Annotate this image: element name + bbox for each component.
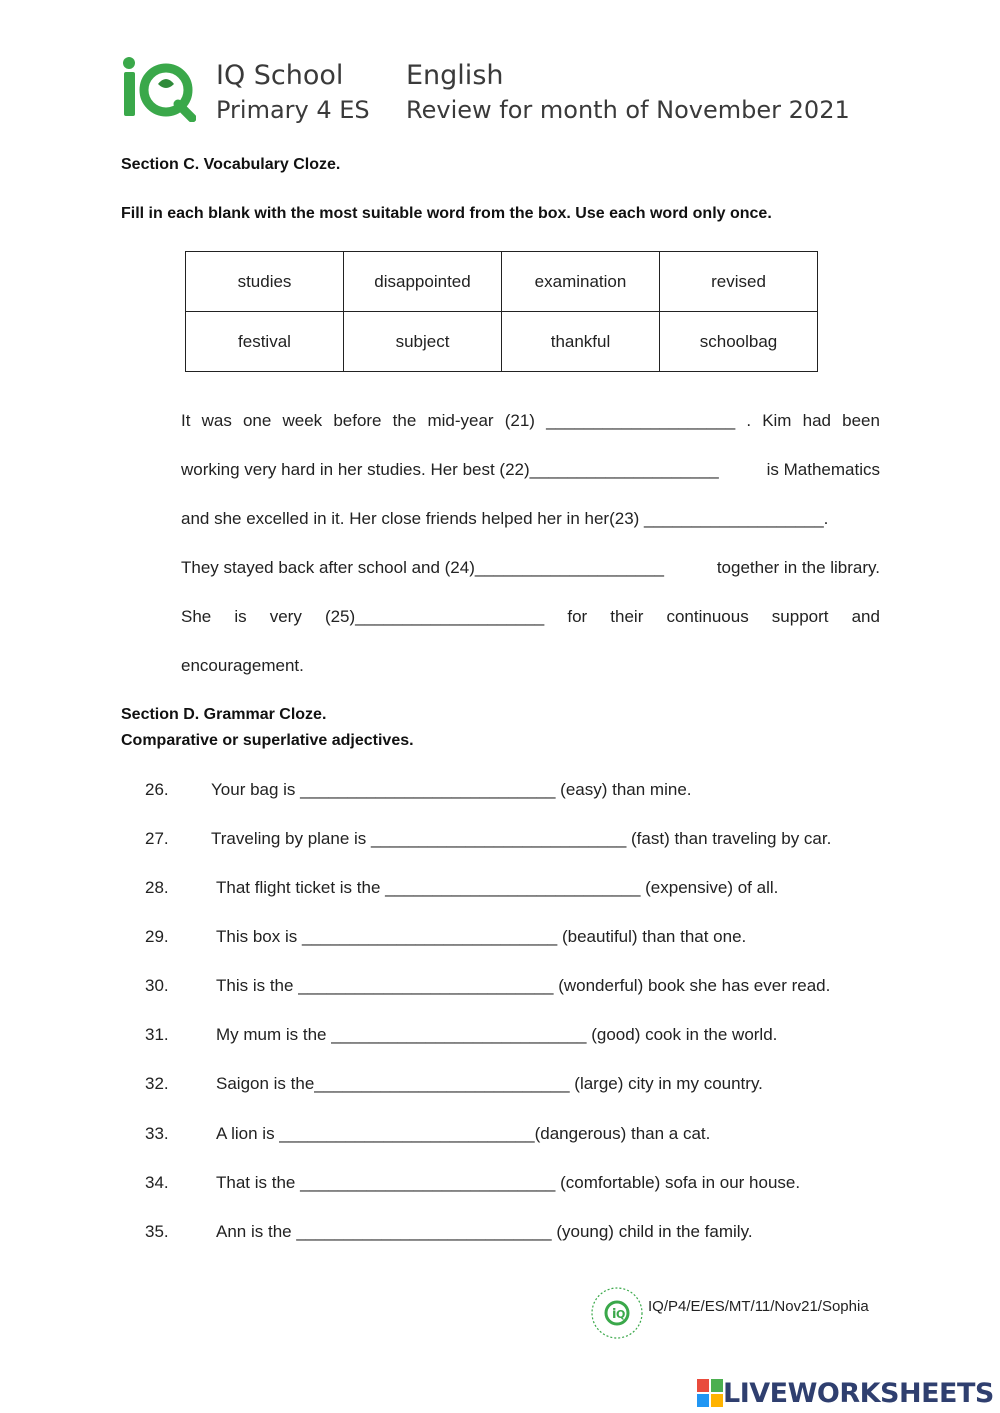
question-number: 33. xyxy=(145,1124,169,1143)
word-box-cell: disappointed xyxy=(344,252,502,312)
cloze-word: Kim xyxy=(762,411,792,430)
cloze-word: one xyxy=(242,411,272,430)
cloze-word: and xyxy=(851,607,880,626)
word-box-cell: schoolbag xyxy=(660,312,818,372)
question-number: 29. xyxy=(145,927,169,946)
cloze-word: had xyxy=(802,411,831,430)
cloze-word: very xyxy=(269,607,302,626)
blank-24[interactable]: They stayed back after school and (24)____________________ xyxy=(181,558,664,577)
cloze-word: week xyxy=(282,411,323,430)
question-number: 30. xyxy=(145,976,169,995)
cloze-word: their xyxy=(610,607,644,626)
approval-stamp-icon xyxy=(590,1286,644,1340)
cloze-word: continuous xyxy=(666,607,749,626)
word-box-cell: revised xyxy=(660,252,818,312)
section-c-instruction: Fill in each blank with the most suitable word from the box. Use each word only once. xyxy=(121,205,772,222)
cloze-word: together in the library. xyxy=(716,558,880,577)
cloze-line-4 xyxy=(181,558,880,578)
cloze-line-6 xyxy=(181,656,880,676)
question-text[interactable]: Ann is the ___________________________ (young) child in the family. xyxy=(216,1222,753,1241)
question-number: 28. xyxy=(145,878,169,897)
word-box-cell: thankful xyxy=(502,312,660,372)
question-text[interactable]: This box is ___________________________ (beautiful) than that one. xyxy=(216,927,747,946)
section-d-title: Section D. Grammar Cloze. xyxy=(121,706,327,723)
word-box-cell: examination xyxy=(502,252,660,312)
word-box-row xyxy=(186,312,818,372)
question-text[interactable]: Saigon is the___________________________ (large) city in my country. xyxy=(216,1074,763,1093)
liveworksheets-wordmark: LIVEWORKSHEETS xyxy=(723,1377,994,1409)
blank-21[interactable]: ____________________ xyxy=(546,411,736,430)
iq-school-logo xyxy=(118,56,196,122)
svg-text:Q: Q xyxy=(616,1308,626,1321)
section-d-subtitle: Comparative or superlative adjectives. xyxy=(121,732,414,749)
word-box-cell: subject xyxy=(344,312,502,372)
cloze-word: (21) xyxy=(504,411,535,430)
question-text[interactable]: My mum is the ___________________________ (good) cook in the world. xyxy=(216,1025,778,1044)
blank-25[interactable]: (25)____________________ xyxy=(324,607,545,626)
cloze-word: is xyxy=(234,607,247,626)
question-text[interactable]: This is the ___________________________ (wonderful) book she has ever read. xyxy=(216,976,831,995)
question-text[interactable]: Traveling by plane is ___________________________ (fast) than traveling by car. xyxy=(211,829,832,848)
liveworksheets-badge-icon xyxy=(697,1379,723,1407)
blank-22[interactable]: working very hard in her studies. Her best (22)____________________ xyxy=(181,460,719,479)
question-text[interactable]: Your bag is ___________________________ (easy) than mine. xyxy=(211,780,692,799)
cloze-word: mid-year xyxy=(427,411,494,430)
cloze-word: It xyxy=(181,411,191,430)
cloze-word: was xyxy=(201,411,232,430)
question-text[interactable]: That is the ___________________________ (comfortable) sofa in our house. xyxy=(216,1173,801,1192)
grade-level: Primary 4 ES xyxy=(216,96,370,124)
cloze-line-1 xyxy=(181,411,880,431)
cloze-line-5 xyxy=(181,607,880,627)
question-number: 32. xyxy=(145,1074,169,1093)
question-number: 34. xyxy=(145,1173,169,1192)
word-box xyxy=(185,251,818,372)
cloze-word: the xyxy=(392,411,417,430)
word-box-row xyxy=(186,252,818,312)
section-c-title: Section C. Vocabulary Cloze. xyxy=(121,156,341,173)
word-box-cell: studies xyxy=(186,252,344,312)
word-box-cell: festival xyxy=(186,312,344,372)
question-number: 27. xyxy=(145,829,169,848)
blank-23[interactable]: and she excelled in it. Her close friends helped her in her(23) ___________________. xyxy=(181,509,829,528)
question-text[interactable]: That flight ticket is the ___________________________ (expensive) of all. xyxy=(216,878,779,897)
cloze-word: support xyxy=(771,607,829,626)
liveworksheets-logo xyxy=(697,1378,994,1408)
cloze-word: been xyxy=(842,411,880,430)
cloze-word: encouragement. xyxy=(181,656,304,675)
question-number: 31. xyxy=(145,1025,169,1044)
question-number: 26. xyxy=(145,780,169,799)
review-title: Review for month of November 2021 xyxy=(406,96,850,124)
question-number: 35. xyxy=(145,1222,169,1241)
cloze-word: She xyxy=(181,607,212,626)
cloze-line-3 xyxy=(181,509,880,529)
svg-text:i: i xyxy=(612,1307,617,1322)
document-code: IQ/P4/E/ES/MT/11/Nov21/Sophia xyxy=(648,1298,869,1315)
subject-name: English xyxy=(406,60,504,91)
school-name: IQ School xyxy=(216,60,344,91)
cloze-word: is Mathematics xyxy=(766,460,880,479)
cloze-line-2 xyxy=(181,460,880,480)
cloze-word: before xyxy=(333,411,382,430)
cloze-word: for xyxy=(567,607,588,626)
question-text[interactable]: A lion is ___________________________(dangerous) than a cat. xyxy=(216,1124,711,1143)
cloze-word: . xyxy=(746,411,752,430)
